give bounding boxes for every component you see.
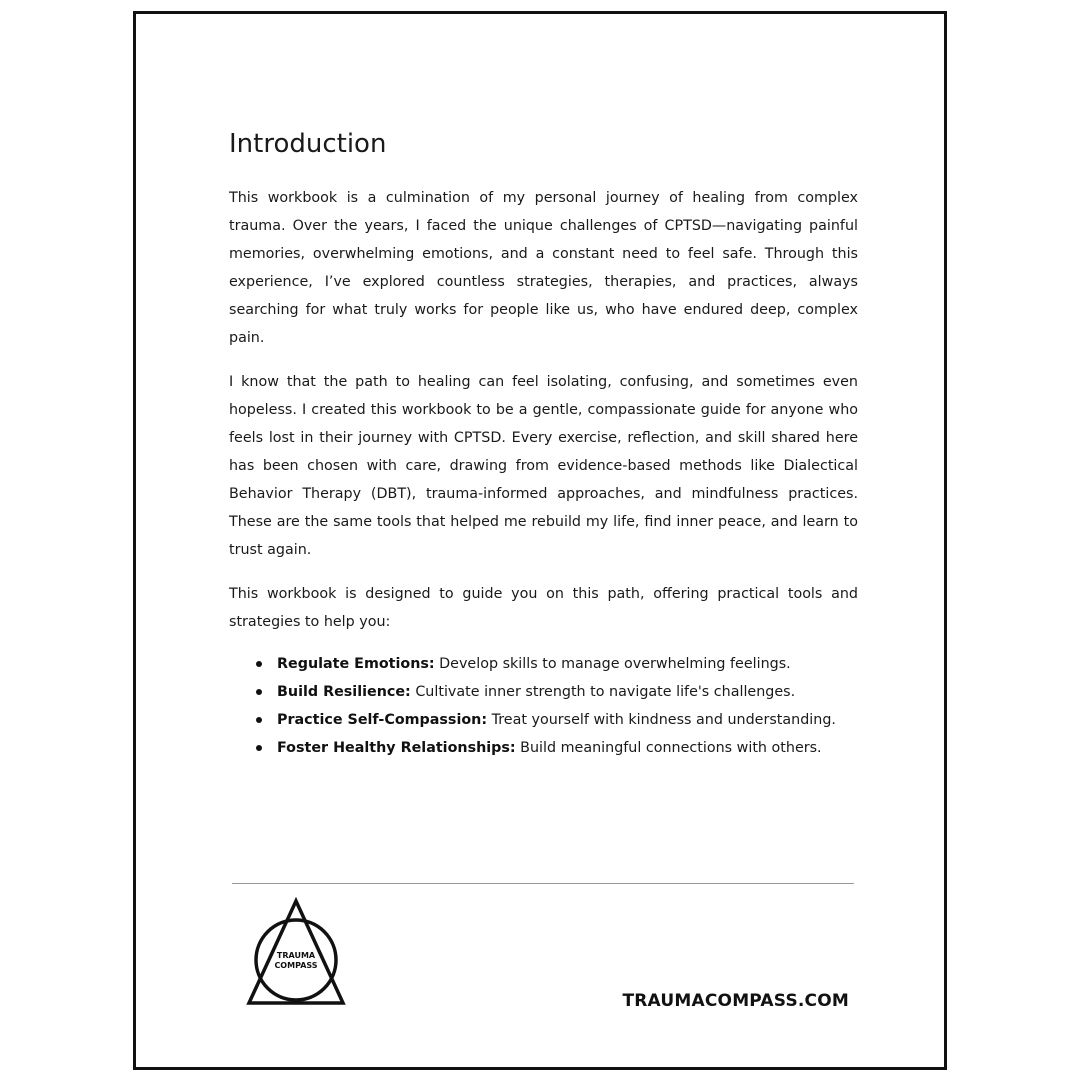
- list-item: [277, 650, 858, 678]
- logo-text-line-1: TRAUMA: [276, 951, 316, 960]
- footer-divider: [232, 883, 854, 884]
- list-item: [277, 734, 858, 762]
- list-item-label: Build Resilience:: [277, 684, 411, 700]
- list-item: [277, 678, 858, 706]
- list-item-text: Build meaningful connections with others.: [515, 740, 822, 756]
- list-item: [277, 706, 858, 734]
- list-item-label: Regulate Emotions:: [277, 656, 435, 672]
- logo-text-line-2: COMPASS: [274, 961, 318, 970]
- list-item-label: Practice Self-Compassion:: [277, 712, 488, 728]
- website-link[interactable]: TRAUMACOMPASS.COM: [622, 991, 849, 1011]
- benefits-list: [229, 650, 858, 762]
- intro-paragraph-1: This workbook is a culmination of my personal journey of healing from complex trauma. Over the years, I faced the unique challenges of CPTSD—navigating painful memories, overwhelming emotions, and a constant need to feel safe. Through this experience, I’ve explored countless strategies, therapies, and practices, always searching for what truly works for people like us, who have endured deep, complex pain.: [229, 190, 858, 346]
- intro-paragraph-2: I know that the path to healing can feel isolating, confusing, and sometimes even hopeless. I created this workbook to be a gentle, compassionate guide for anyone who feels lost in their journey with CPTSD. Every exercise, reflection, and skill shared here has been chosen with care, drawing from evidence-based methods like Dialectical Behavior Therapy (DBT), trauma-informed approaches, and mindfulness practices. These are the same tools that helped me rebuild my life, find inner peace, and learn to trust again.: [229, 374, 858, 558]
- list-item-label: Foster Healthy Relationships:: [277, 740, 516, 756]
- page-title: Introduction: [229, 129, 387, 159]
- page-content: [229, 126, 858, 762]
- trauma-compass-logo: [243, 897, 349, 1007]
- list-item-text: Develop skills to manage overwhelming feelings.: [434, 656, 791, 672]
- document-page: [133, 11, 947, 1070]
- intro-paragraph-3: This workbook is designed to guide you on this path, offering practical tools and strategies to help you:: [229, 586, 858, 630]
- list-item-text: Cultivate inner strength to navigate life's challenges.: [410, 684, 796, 700]
- list-item-text: Treat yourself with kindness and understanding.: [487, 712, 836, 728]
